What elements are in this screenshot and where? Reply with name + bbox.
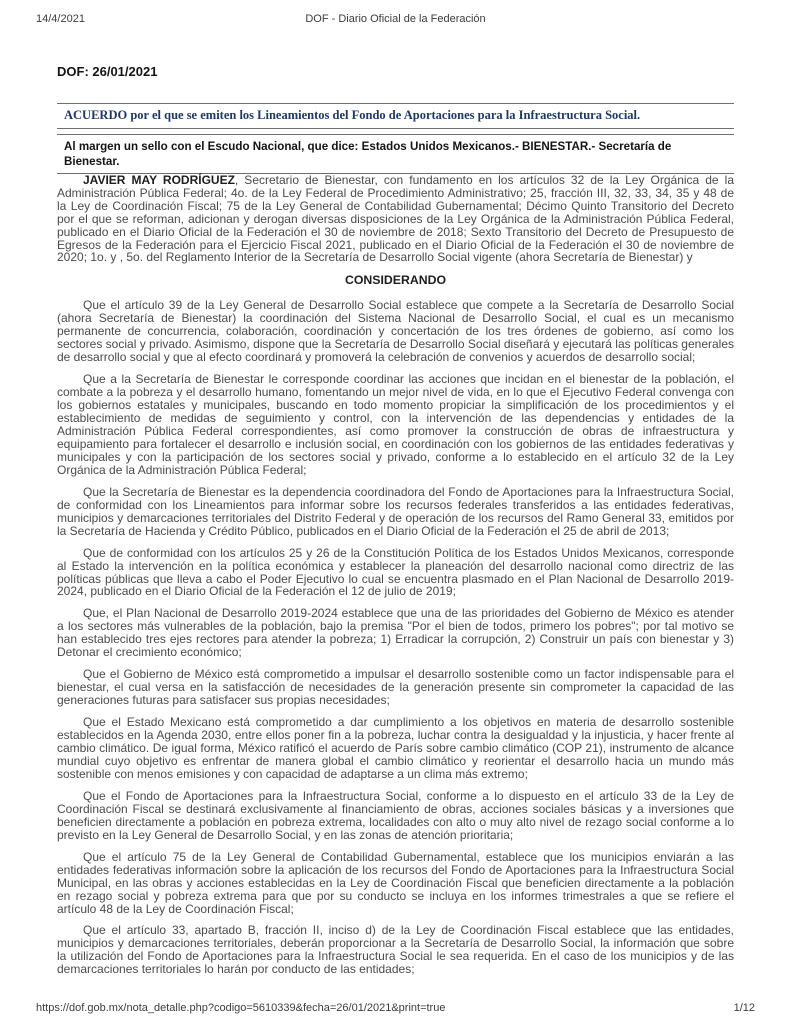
signatory-name: JAVIER MAY RODRÍGUEZ	[83, 172, 235, 187]
print-doc-title: DOF - Diario Oficial de la Federación	[305, 13, 486, 25]
considerando-paragraph: Que a la Secretaría de Bienestar le corresponde coordinar las acciones que incidan en el bienestar de la población, el combate a la pobreza y el desarrollo humano, fomentando un mejor nivel de vida, en lo que el Ejecutivo Federal convenga con los gobiernos estatales y municipales, buscando en todo momento propiciar la simplificación de los procedimientos y el establecimiento de medidas de seguimiento y control, con la intervención de las dependencias y entidades de la Administración Pública Federal correspondientes, así como promover la construcción de obras de infraestructura y equipamiento para fortalecer el desarrollo e inclusión social, en coordinación con los gobiernos de las entidades federativas y municipales y con la participación de los sectores social y privado, conforme a lo establecido en el artículo 32 de la Ley Orgánica de la Administración Pública Federal;	[57, 372, 734, 477]
document-title-box	[57, 103, 734, 129]
considerando-paragraph: Que el Fondo de Aportaciones para la Infraestructura Social, conforme a lo dispuesto en el artículo 33 de la Ley de Coordinación Fiscal se destinará exclusivamente al financiamiento de obras, acciones sociales básicas y a inversiones que beneficien directamente a población en pobreza extrema, localidades con alto o muy alto nivel de rezago social conforme a lo previsto en la Ley General de Desarrollo Social, y en las zonas de atención prioritaria;	[57, 788, 734, 842]
seal-box	[57, 134, 734, 174]
intro-paragraph-text: , Secretario de Bienestar, con fundamento en los artículos 32 de la Ley Orgánica de la Administración Pública Federal; 4o. de la Ley Federal de Procedimiento Administrativo; 25, fracción III, 32, 33, 34, 35 y 48 de la Ley de Coordinación Fiscal; 75 de la Ley General de Contabilidad Gubernamental; Décimo Quinto Transitorio del Decreto por el que se reforman, adicionan y derogan diversas disposiciones de la Ley Orgánica de la Administración Pública Federal, publicado en el Diario Oficial de la Federación el 30 de noviembre de 2018; Sexto Transitorio del Decreto de Presupuesto de Egresos de la Federación para el Ejercicio Fiscal 2021, publicado en el Diario Oficial de la Federación el 30 de noviembre de 2020; 1o. y , 5o. del Reglamento Interior de la Secretaría de Desarrollo Social vigente (ahora Secretaría de Bienestar) y	[57, 172, 734, 265]
document-title: ACUERDO por el que se emiten los Lineamientos del Fondo de Aportaciones para la Infraestructura Social.	[64, 108, 641, 122]
considerando-paragraph: Que el artículo 75 de la Ley General de Contabilidad Gubernamental, establece que los municipios enviarán a las entidades federativas información sobre la aplicación de los recursos del Fondo de Aportaciones para la Infraestructura Social Municipal, en las obras y acciones establecidas en la Ley de Coordinación Fiscal que beneficien directamente a la población en rezago social y pobreza extrema para que por su conducto se incluya en los informes trimestrales a que se refiere el artículo 48 de la Ley de Coordinación Fiscal;	[57, 849, 734, 916]
considerando-heading: CONSIDERANDO	[344, 273, 447, 288]
considerando-paragraph: Que de conformidad con los artículos 25 y 26 de la Constitución Política de los Estados Unidos Mexicanos, corresponde al Estado la intervención en la política económica y establecer la planeación del desarrollo nacional como directriz de las políticas públicas que lleva a cabo el Poder Ejecutivo lo cual se encuentra plasmado en el Plan Nacional de Desarrollo 2019-2024, publicado en el Diario Oficial de la Federación el 12 de julio de 2019;	[57, 545, 734, 599]
intro-paragraph	[57, 174, 734, 265]
page-indicator: 1/12	[733, 1002, 755, 1014]
print-date: 14/4/2021	[36, 13, 85, 25]
document-date: DOF: 26/01/2021	[57, 64, 158, 79]
print-footer	[36, 1002, 755, 1014]
considerando-paragraph: Que el Estado Mexicano está comprometido a dar cumplimiento a los objetivos en materia de desarrollo sostenible establecidos en la Agenda 2030, entre ellos poner fin a la pobreza, luchar contra la desigualdad y la injusticia, y hacer frente al cambio climático. De igual forma, México ratificó el acuerdo de París sobre cambio climático (COP 21), instrumento de alcance mundial cuyo objetivo es enfrentar de manera global el cambio climático y reorientar el desarrollo hacia un mundo más sostenible con menos emisiones y con capacidad de adaptarse a un clima más extremo;	[57, 715, 734, 781]
considerando-paragraph: Que, el Plan Nacional de Desarrollo 2019-2024 establece que una de las prioridades del Gobierno de México es atender a los sectores más vulnerables de la población, bajo la premisa "Por el bien de todos, primero los pobres"; por tal motivo se han establecido tres ejes rectores para atender la pobreza; 1) Erradicar la corrupción, 2) Construir un país con bienestar y 3) Detonar el crecimiento económico;	[57, 606, 734, 660]
seal-line: Al margen un sello con el Escudo Nacional, que dice: Estados Unidos Mexicanos.- BIENESTAR.- Secretaría de Bienestar.	[64, 139, 672, 168]
considerando-paragraph: Que el artículo 39 de la Ley General de Desarrollo Social establece que compete a la Secretaría de Desarrollo Social (ahora Secretaría de Bienestar) la coordinación del Sistema Nacional de Desarrollo Social, el cual es un mecanismo permanente de concurrencia, colaboración, coordinación y concertación de los tres órdenes de gobierno, así como los sectores social y privado. Asimismo, dispone que la Secretaría de Desarrollo Social diseñará y ejecutará las políticas generales de desarrollo social y que al efecto coordinará y promoverá la celebración de convenios y acuerdos de desarrollo social;	[57, 298, 735, 365]
document-content	[57, 64, 734, 985]
considerando-paragraph: Que la Secretaría de Bienestar es la dependencia coordinadora del Fondo de Aportaciones para la Infraestructura Social, de conformidad con los Lineamientos para informar sobre los recursos federales transferidos a las entidades federativas, municipios y demarcaciones territoriales del Distrito Federal y de operación de los recursos del Ramo General 33, emitidos por la Secretaría de Hacienda y Crédito Público, publicados en el Diario Oficial de la Federación el 25 de abril de 2013;	[57, 484, 734, 538]
considerando-paragraph: Que el artículo 33, apartado B, fracción II, inciso d) de la Ley de Coordinación Fiscal establece que las entidades, municipios y demarcaciones territoriales, deberán proporcionar a la Secretaría de Desarrollo Social, la información que sobre la utilización del Fondo de Aportaciones para la Infraestructura Social le sea requerida. En el caso de los municipios y de las demarcaciones territoriales lo harán por conducto de las entidades;	[57, 923, 734, 977]
footer-url: https://dof.gob.mx/nota_detalle.php?codigo=5610339&fecha=26/01/2021&print=true	[36, 1002, 446, 1014]
print-header	[36, 13, 755, 25]
considerando-paragraph: Que el Gobierno de México está comprometido a impulsar el desarrollo sostenible como un factor indispensable para el bienestar, el cual versa en la satisfacción de necesidades de la generación presente sin comprometer la capacidad de las generaciones futuras para satisfacer sus propias necesidades;	[57, 667, 734, 708]
